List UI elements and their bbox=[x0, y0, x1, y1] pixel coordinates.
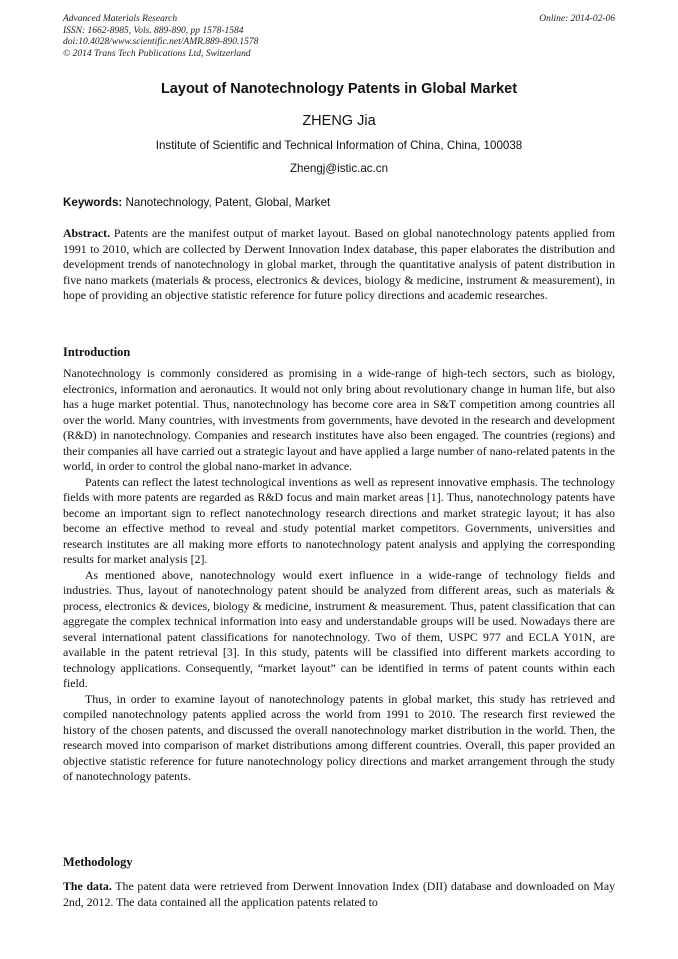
intro-paragraph: Nanotechnology is commonly considered as promising in a wide-range of high-tech sectors, such as biology, electronics, information and aeronautics. It would not only bring about revolutionary change in human life, but also has a huge market potential. Thus, nanotechnology has become core area in S&T competition among countries all over the world. Many countries, with investments from governments, have devoted in the research and development (R&D) in nanotechnology. Companies and research institutes have also been engaged. The countries (regions) and their companies all have carried out a strategic layout and have applied a large number of nano-related patents in the world, in order to control the global nano-market in advance. bbox=[63, 366, 615, 473]
abstract-label: Abstract. bbox=[63, 226, 111, 240]
keywords bbox=[63, 196, 615, 209]
introduction-heading: Introduction bbox=[63, 345, 131, 359]
abstract bbox=[63, 226, 615, 304]
copyright-line: © 2014 Trans Tech Publications Ltd, Switzerland bbox=[63, 48, 251, 59]
keywords-text: Nanotechnology, Patent, Global, Market bbox=[125, 196, 331, 209]
methodology-body bbox=[63, 879, 615, 910]
journal-header bbox=[63, 14, 615, 60]
data-subheading: The data. bbox=[63, 879, 112, 893]
abstract-text: Patents are the manifest output of market layout. Based on global nanotechnology patents applied from 1991 to 2010, which are collected by Derwent Innovation Index database, this paper elaborates the distribution and development trends of nanotechnology in global market, through the quantitative analysis of patent distribution in five nano markets (materials & process, electronics & devices, biology & medicine, instrument & measurement), in hope of providing an objective statistic reference for future policy directions and academic researches. bbox=[63, 226, 615, 302]
doi-line: doi:10.4028/www.scientific.net/AMR.889-890.1578 bbox=[63, 37, 259, 47]
paper-title: Layout of Nanotechnology Patents in Global Market bbox=[160, 81, 518, 97]
author-name: ZHENG Jia bbox=[302, 113, 376, 129]
affiliation: Institute of Scientific and Technical Information of China, China, 100038 bbox=[155, 139, 523, 152]
introduction-body bbox=[63, 366, 615, 785]
author-email: Zhengj@istic.ac.cn bbox=[289, 162, 389, 175]
intro-paragraph: Patents can reflect the latest technological inventions as well as represent innovative emphasis. The technology fields with more patents are regarded as R&D focus and main market areas [1]. Thus, nanotechnology patents have become an important sign to reflect nanotechnology research directions and market strategic layout; it has also become an effective method to reveal and study potential market competitors. Governments, universities and research institutes are all making more efforts to nanotechnology patent analysis and applying the corresponding results for market analysis [2]. bbox=[63, 474, 615, 566]
issn-line: ISSN: 1662-8985, Vols. 889-890, pp 1578-1584 bbox=[63, 25, 244, 36]
methodology-heading: Methodology bbox=[63, 855, 133, 869]
keywords-label: Keywords: bbox=[63, 196, 123, 209]
data-text: The patent data were retrieved from Derwent Innovation Index (DII) database and downloaded on May 2nd, 2012. The data contained all the application patents related to bbox=[63, 879, 615, 909]
intro-paragraph: Thus, in order to examine layout of nanotechnology patents in global market, this study has retrieved and compiled nanotechnology patents applied across the world from 1991 to 2010. The research first reviewed the history of the chosen patents, and discussed the overall nanotechnology market distribution in the world. Then, the research moved into comparison of market distributions among different countries. Overall, this paper provided an objective statistic reference for future nanotechnology policy directions and market arrangement through the study of nanotechnology patents. bbox=[63, 691, 615, 783]
online-date: Online: 2014-02-06 bbox=[539, 14, 615, 24]
journal-name: Advanced Materials Research bbox=[63, 14, 178, 24]
intro-paragraph: As mentioned above, nanotechnology would exert influence in a wide-range of technology fields and industries. Thus, layout of nanotechnology patent should be analyzed from different areas, such as materials & process, electronics & devices, biology & medicine, instrument & measurement. Thus, patent classification that can aggregate the complex technical information into easy and understandable groups will be used. Nowadays there are several international patent classifications for nanotechnology. Two of them, USPC 977 and ECLA Y01N, are available in the patent retrieval [3]. In this study, patents will be classified into different markets according to technology applications. Consequently, “market layout” can be identified in terms of patent counts within each field. bbox=[63, 567, 615, 690]
